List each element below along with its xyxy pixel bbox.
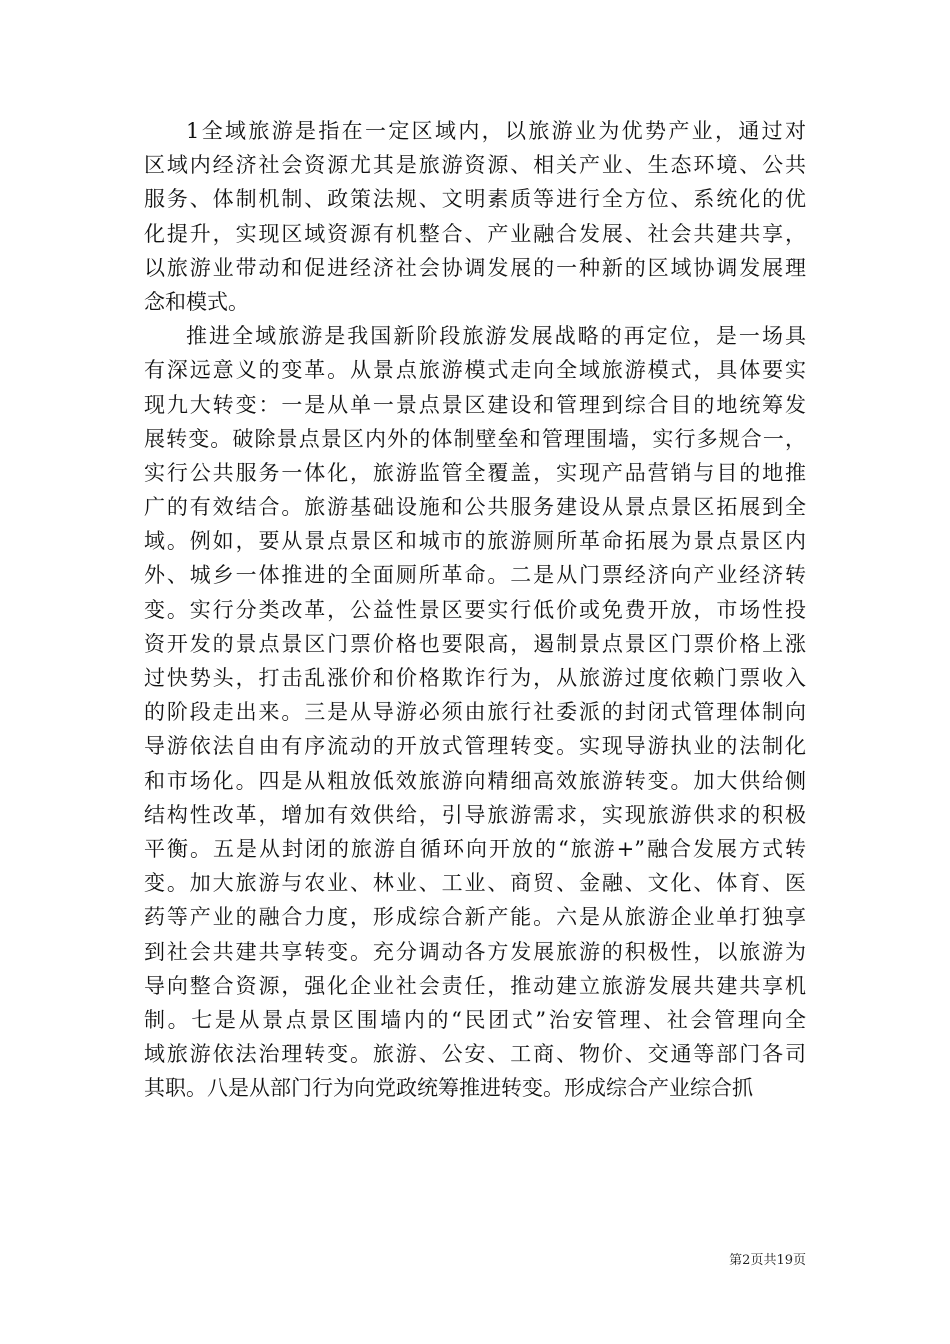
text-line: 变。加大旅游与农业、林业、工业、商贸、金融、文化、体育、医 [144,871,806,896]
text-line: 域旅游依法治理转变。旅游、公安、工商、物价、交通等部门各司 [144,1042,806,1067]
text-line: 实行公共服务一体化，旅游监管全覆盖，实现产品营销与目的地推 [144,460,806,485]
text-line: 展转变。破除景点景区内外的体制壁垒和管理围墙，实行多规合一， [144,426,806,451]
text-line: 过快势头，打击乱涨价和价格欺诈行为，从旅游过度依赖门票收入 [144,666,806,690]
document-body [144,114,806,1105]
text-line: 推进全域旅游是我国新阶段旅游发展战略的再定位，是一场具 [186,324,806,349]
paragraph-1 [144,114,806,319]
text-line: 化提升，实现区域资源有机整合、产业融合发展、社会共建共享， [144,221,806,246]
text-line: 制。七是从景点景区围墙内的“民团式”治安管理、社会管理向全 [144,1007,806,1032]
text-line: 有深远意义的变革。从景点旅游模式走向全域旅游模式，具体要实 [144,358,806,383]
text-line: 变。实行分类改革，公益性景区要实行低价或免费开放，市场性投 [144,597,806,622]
text-line: 资开发的景点景区门票价格也要限高，遏制景点景区门票价格上涨 [144,631,806,656]
text-line: 服务、体制机制、政策法规、文明素质等进行全方位、系统化的优 [144,187,806,212]
text-line: 以旅游业带动和促进经济社会协调发展的一种新的区域协调发展理 [144,255,806,280]
text-line: 域。例如，要从景点景区和城市的旅游厕所革命拓展为景点景区内 [144,529,806,554]
text-line: 的阶段走出来。三是从导游必须由旅行社委派的封闭式管理体制向 [144,700,806,725]
text-line: 外、城乡一体推进的全面厕所革命。二是从门票经济向产业经济转 [144,563,806,588]
text-line: 平衡。五是从封闭的旅游自循环向开放的“旅游+”融合发展方式转 [144,836,806,861]
text-line: 结构性改革，增加有效供给，引导旅游需求，实现旅游供求的积极 [144,802,806,827]
text-line: 导向整合资源，强化企业社会责任，推动建立旅游发展共建共享机 [144,973,806,998]
text-line: 1全域旅游是指在一定区域内，以旅游业为优势产业，通过对 [186,119,806,143]
page-number-footer: 第2页共19页 [729,1253,806,1268]
text-line: 其职。八是从部门行为向党政统筹推进转变。形成综合产业综合抓 [144,1076,753,1101]
text-line: 药等产业的融合力度，形成综合新产能。六是从旅游企业单打独享 [144,905,806,930]
text-line: 念和模式。 [144,289,249,314]
text-line: 现九大转变：一是从单一景点景区建设和管理到综合目的地统筹发 [144,392,806,417]
text-line: 导游依法自由有序流动的开放式管理转变。实现导游执业的法制化 [144,734,806,759]
text-line: 区域内经济社会资源尤其是旅游资源、相关产业、生态环境、公共 [144,153,806,178]
text-line: 广的有效结合。旅游基础设施和公共服务建设从景点景区拓展到全 [144,495,806,520]
text-line: 和市场化。四是从粗放低效旅游向精细高效旅游转变。加大供给侧 [144,768,806,793]
text-line: 到社会共建共享转变。充分调动各方发展旅游的积极性，以旅游为 [144,939,806,964]
paragraph-2 [144,319,806,1105]
